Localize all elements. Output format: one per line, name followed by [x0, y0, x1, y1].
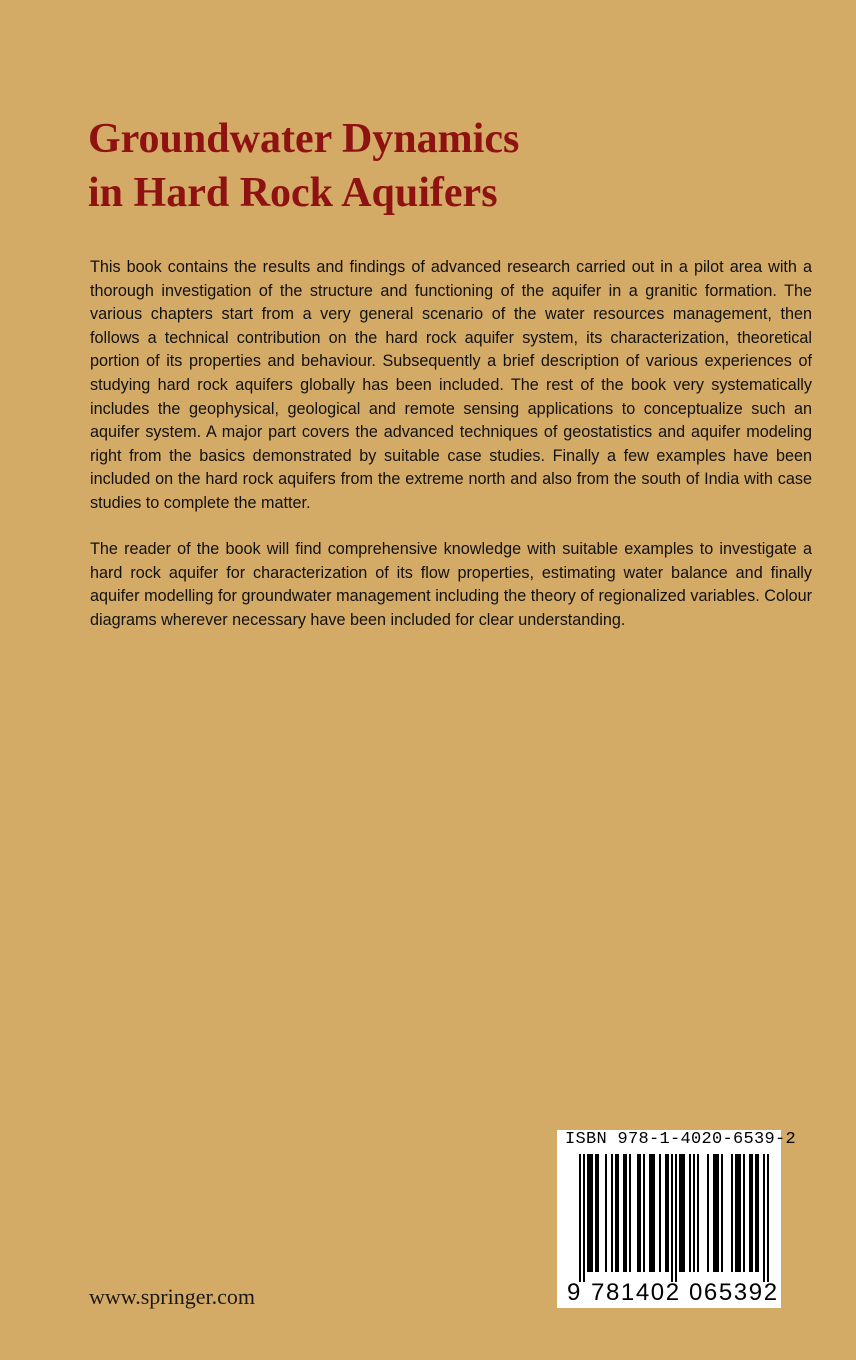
barcode-bar	[751, 1154, 753, 1272]
ean-first-digit: 9	[567, 1279, 581, 1306]
barcode-bar	[617, 1154, 619, 1272]
barcode-bar	[589, 1154, 591, 1272]
barcode-bar	[649, 1154, 651, 1272]
barcode-bar	[637, 1154, 639, 1272]
barcode-bar	[679, 1154, 681, 1272]
barcode-bar	[689, 1154, 691, 1272]
description-paragraph-2: The reader of the book will find comprehensive knowledge with suitable examples to investigate a hard rock aquifer for characterization of its flow properties, estimating water balance and finally aquifer modelling for groundwater management including the theory of regionalized variables. Colour diagrams wherever necessary have been included for clear understanding.	[90, 540, 812, 629]
barcode-bar	[675, 1154, 677, 1282]
barcode-bar	[611, 1154, 613, 1272]
barcode-bar	[749, 1154, 751, 1272]
barcode-bar	[757, 1154, 759, 1272]
barcode-bar	[605, 1154, 607, 1272]
description-paragraph-1: This book contains the results and findings of advanced research carried out in a pilot area with a thorough investigation of the structure and functioning of the aquifer in a granitic formation. The various chapters start from a very general scenario of the water resources management, then follows a technical contribution on the hard rock aquifer system, its characterization, theoretical portion of its properties and behaviour. Subsequently a brief description of various experiences of studying hard rock aquifers globally has been included. The rest of the book very systematically includes the geophysical, geological and remote sensing applications to conceptualize such an aquifer system. A major part covers the advanced techniques of geostatistics and aquifer modeling right from the basics demonstrated by suitable case studies. Finally a few examples have been included on the hard rock aquifers from the extreme north and also from the south of India with case studies to complete the matter.	[90, 258, 812, 512]
barcode-bar	[667, 1154, 669, 1272]
isbn-number: ISBN 978-1-4020-6539-2	[565, 1130, 797, 1149]
barcode-bar	[707, 1154, 709, 1272]
barcode-bar	[597, 1154, 599, 1272]
barcode-bar	[671, 1154, 673, 1282]
barcode-bar	[629, 1154, 631, 1272]
barcode-bar	[665, 1154, 667, 1272]
barcode-bar	[651, 1154, 653, 1272]
barcode-bar	[693, 1154, 695, 1272]
barcode-bar	[715, 1154, 717, 1272]
barcode-bar	[653, 1154, 655, 1272]
barcode-bar	[721, 1154, 723, 1272]
isbn-barcode-label	[557, 1130, 797, 1308]
book-title	[88, 112, 788, 220]
title-line-2: in Hard Rock Aquifers	[88, 170, 498, 216]
barcode-bar	[681, 1154, 683, 1272]
barcode-bar	[739, 1154, 741, 1272]
barcode-bar	[623, 1154, 625, 1272]
barcode-bar	[763, 1154, 765, 1282]
barcode-bar	[583, 1154, 585, 1282]
barcode-bar	[743, 1154, 745, 1272]
barcode-bar	[595, 1154, 597, 1272]
barcode-bar	[717, 1154, 719, 1272]
barcode-bar	[767, 1154, 769, 1282]
barcode-bar	[579, 1154, 581, 1282]
barcode-bar	[615, 1154, 617, 1272]
barcode-bar	[639, 1154, 641, 1272]
barcode-bar	[683, 1154, 685, 1272]
barcode-bar	[735, 1154, 737, 1272]
barcode-bar	[731, 1154, 733, 1272]
barcode-bar	[625, 1154, 627, 1272]
publisher-website: www.springer.com	[89, 1284, 255, 1309]
barcode-bar	[643, 1154, 645, 1272]
ean-remaining-digits: 781402 065392	[591, 1279, 779, 1306]
barcode-bar	[591, 1154, 593, 1272]
barcode-bars	[557, 1150, 781, 1282]
barcode-bar	[737, 1154, 739, 1272]
barcode-bar	[755, 1154, 757, 1272]
barcode-bar	[587, 1154, 589, 1272]
barcode-bar	[713, 1154, 715, 1272]
barcode-bar	[697, 1154, 699, 1272]
barcode-bar	[659, 1154, 661, 1272]
title-line-1: Groundwater Dynamics	[88, 116, 520, 162]
